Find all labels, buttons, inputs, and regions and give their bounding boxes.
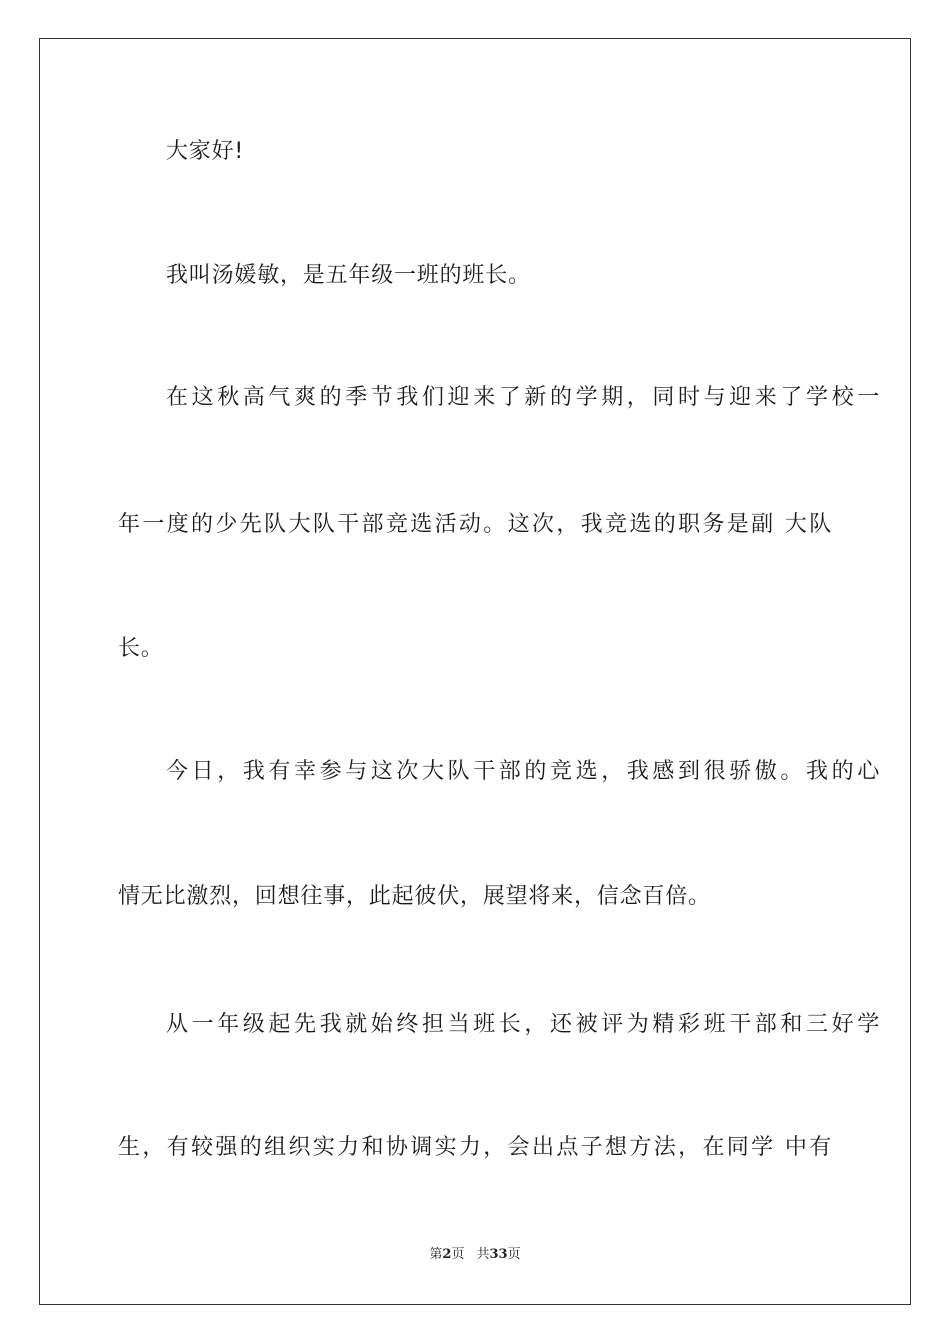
- body-line-8: 生，有较强的组织实力和协调实力，会出点子想方法，在同学 中有: [118, 1135, 832, 1160]
- body-line-3: 年一度的少先队大队干部竞选活动。这次，我竞选的职务是副 大队: [118, 512, 832, 537]
- body-line-4: 长。: [118, 636, 164, 661]
- body-line-2: 在这秋高气爽的季节我们迎来了新的学期，同时与迎来了学校一: [166, 385, 880, 410]
- page-footer: [0, 1246, 950, 1264]
- total-pages: 33: [489, 1247, 508, 1262]
- body-line-1: 我叫汤媛敏，是五年级一班的班长。: [166, 263, 531, 288]
- page-number: 2: [442, 1247, 452, 1262]
- greeting-line: 大家好!: [166, 139, 245, 164]
- total-suffix: 页: [507, 1247, 521, 1262]
- body-line-7: 从一年级起先我就始终担当班长，还被评为精彩班干部和三好学: [166, 1012, 880, 1037]
- page-suffix: 页: [451, 1247, 465, 1262]
- page-border: [39, 38, 911, 1305]
- body-line-6: 情无比激烈，回想往事，此起彼伏，展望将来，信念百倍。: [118, 884, 711, 909]
- body-line-5: 今日，我有幸参与这次大队干部的竞选，我感到很骄傲。我的心: [166, 759, 880, 784]
- page-prefix: 第: [429, 1247, 443, 1262]
- total-prefix: 共: [476, 1247, 490, 1262]
